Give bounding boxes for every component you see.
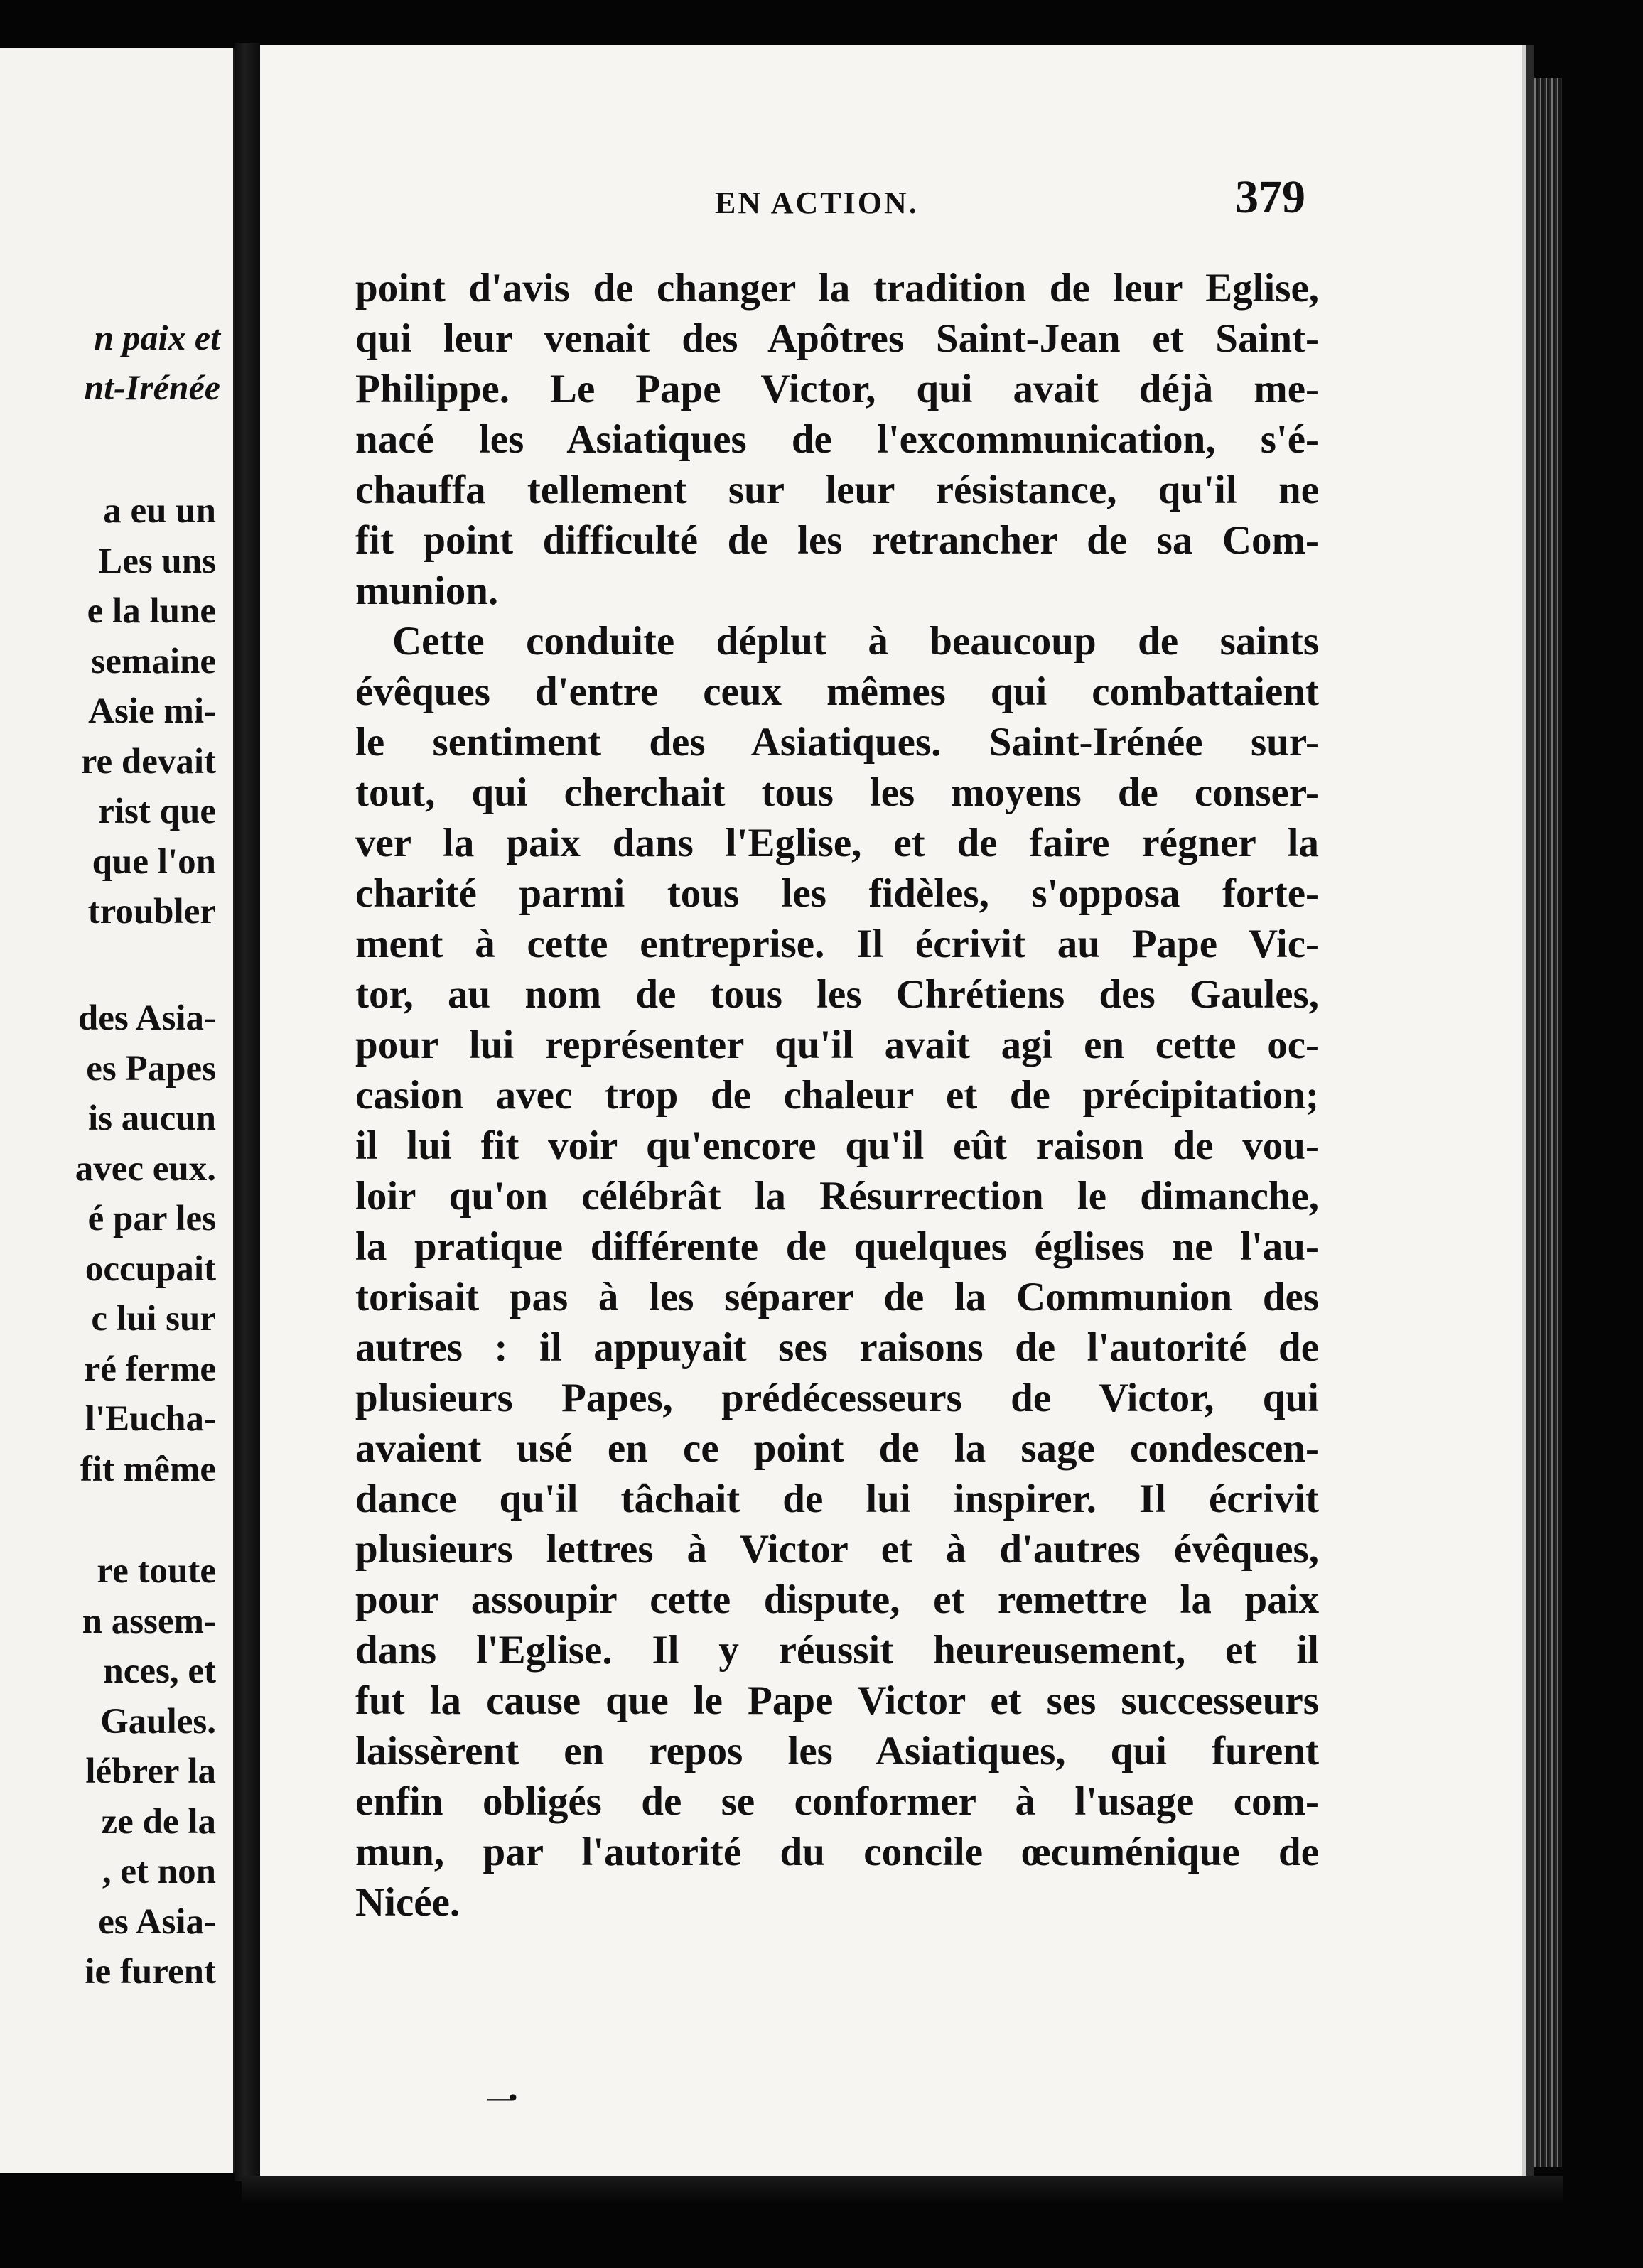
text-line: le sentiment des Asiatiques. Saint-Irénée sur- xyxy=(355,720,1319,765)
text-line: tor, au nom de tous les Chrétiens des Gaules, xyxy=(355,972,1319,1017)
book-fore-edge xyxy=(1532,78,1562,2167)
text-line: pour lui représenter qu'il avait agi en cette oc- xyxy=(355,1022,1319,1067)
bottom-shadow xyxy=(242,2176,1563,2204)
book-page xyxy=(260,45,1534,2176)
text-line: Les uns xyxy=(98,541,216,581)
text-line: laissèrent en repos les Asiatiques, qui furent xyxy=(355,1729,1319,1773)
text-line: troubler xyxy=(87,892,216,932)
text-line: l'Eucha- xyxy=(85,1399,216,1439)
text-line: plusieurs Papes, prédécesseurs de Victor, qui xyxy=(355,1376,1319,1420)
text-line: ré ferme xyxy=(84,1349,216,1389)
text-line: tout, qui cherchait tous les moyens de conser- xyxy=(355,770,1319,815)
page-header xyxy=(260,171,1526,234)
text-line: fit point difficulté de les retrancher de sa Com- xyxy=(355,518,1319,563)
text-line: plusieurs lettres à Victor et à d'autres évêques, xyxy=(355,1527,1319,1572)
text-line: , et non xyxy=(102,1852,216,1891)
heading-line: nt-Irénée xyxy=(84,367,220,407)
text-line: rist que xyxy=(98,792,216,831)
body-text xyxy=(355,263,1319,1928)
text-line: re devait xyxy=(80,741,216,782)
text-line: Asie mi- xyxy=(88,691,216,731)
text-line: ver la paix dans l'Eglise, et de faire régner la xyxy=(355,821,1319,865)
text-line: fut la cause que le Pape Victor et ses successeurs xyxy=(355,1678,1319,1723)
text-line: é par les xyxy=(87,1199,216,1238)
text-line: a eu un xyxy=(103,491,216,531)
text-line: munion. xyxy=(355,568,499,613)
text-line: c lui sur xyxy=(91,1299,216,1339)
text-line: Gaules. xyxy=(100,1701,216,1742)
text-line: torisait pas à les séparer de la Communion des xyxy=(355,1275,1319,1319)
text-line: dans l'Eglise. Il y réussit heureusement, et il xyxy=(355,1628,1319,1673)
text-line: des Asia- xyxy=(77,998,216,1038)
printer-ornament: —• xyxy=(487,2085,515,2111)
page-number: 379 xyxy=(1235,171,1305,223)
heading-line: n paix et xyxy=(94,318,220,357)
text-line: charité parmi tous les fidèles, s'opposa forte- xyxy=(355,871,1319,916)
text-line: casion avec trop de chaleur et de précipitation; xyxy=(355,1073,1319,1118)
text-line: ze de la xyxy=(101,1801,216,1842)
text-line: e la lune xyxy=(87,591,216,631)
previous-page-text-block xyxy=(82,1546,216,1997)
text-line: dance qu'il tâchait de lui inspirer. Il écrivit xyxy=(355,1476,1319,1521)
paragraph xyxy=(355,263,1319,616)
text-line: chauffa tellement sur leur résistance, qu'il ne xyxy=(355,468,1319,512)
text-line: point d'avis de changer la tradition de leur Eglise, xyxy=(355,266,1319,310)
text-line: avec eux. xyxy=(75,1148,216,1189)
previous-page-fragment xyxy=(0,48,236,2173)
text-line: es Asia- xyxy=(98,1901,216,1942)
text-line: is aucun xyxy=(88,1098,216,1138)
text-line: fit même xyxy=(80,1449,216,1489)
text-line: lébrer la xyxy=(85,1751,216,1791)
text-line: pour assoupir cette dispute, et remettre la paix xyxy=(355,1577,1319,1622)
text-line: qui leur venait des Apôtres Saint-Jean et Saint- xyxy=(355,316,1319,361)
previous-page-heading xyxy=(84,313,220,412)
text-line: nces, et xyxy=(103,1651,216,1691)
paragraph xyxy=(355,616,1319,1928)
running-head: EN ACTION. xyxy=(715,185,919,220)
book-gutter xyxy=(235,43,260,2181)
previous-page-text-block xyxy=(75,993,216,1494)
text-line: autres : il appuyait ses raisons de l'autorité de xyxy=(355,1325,1319,1370)
text-line: re toute xyxy=(97,1551,216,1591)
text-line: évêques d'entre ceux mêmes qui combattaient xyxy=(355,669,1319,714)
text-line: la pratique différente de quelques églises ne l'au- xyxy=(355,1224,1319,1269)
text-line: avaient usé en ce point de la sage condescen- xyxy=(355,1426,1319,1471)
text-line: Nicée. xyxy=(355,1880,460,1925)
text-line: occupait xyxy=(85,1248,216,1289)
text-line: ment à cette entreprise. Il écrivit au Pape Vic- xyxy=(355,922,1319,966)
previous-page-text-block xyxy=(81,486,216,937)
text-line: nacé les Asiatiques de l'excommunication, s'é- xyxy=(355,417,1319,462)
text-line: mun, par l'autorité du concile œcuménique de xyxy=(355,1830,1319,1874)
text-line: Philippe. Le Pape Victor, qui avait déjà me- xyxy=(355,367,1319,411)
text-line: es Papes xyxy=(86,1048,216,1089)
text-line: enfin obligés de se conformer à l'usage com- xyxy=(355,1779,1319,1824)
text-line: il lui fit voir qu'encore qu'il eût raison de vou- xyxy=(355,1123,1319,1168)
text-line: n assem- xyxy=(82,1601,216,1641)
text-line: ie furent xyxy=(85,1952,216,1992)
text-line: semaine xyxy=(91,641,216,681)
text-line: loir qu'on célébrât la Résurrection le dimanche, xyxy=(355,1174,1319,1219)
text-line: que l'on xyxy=(92,841,216,882)
text-line: Cette conduite déplut à beaucoup de saints xyxy=(392,619,1319,664)
